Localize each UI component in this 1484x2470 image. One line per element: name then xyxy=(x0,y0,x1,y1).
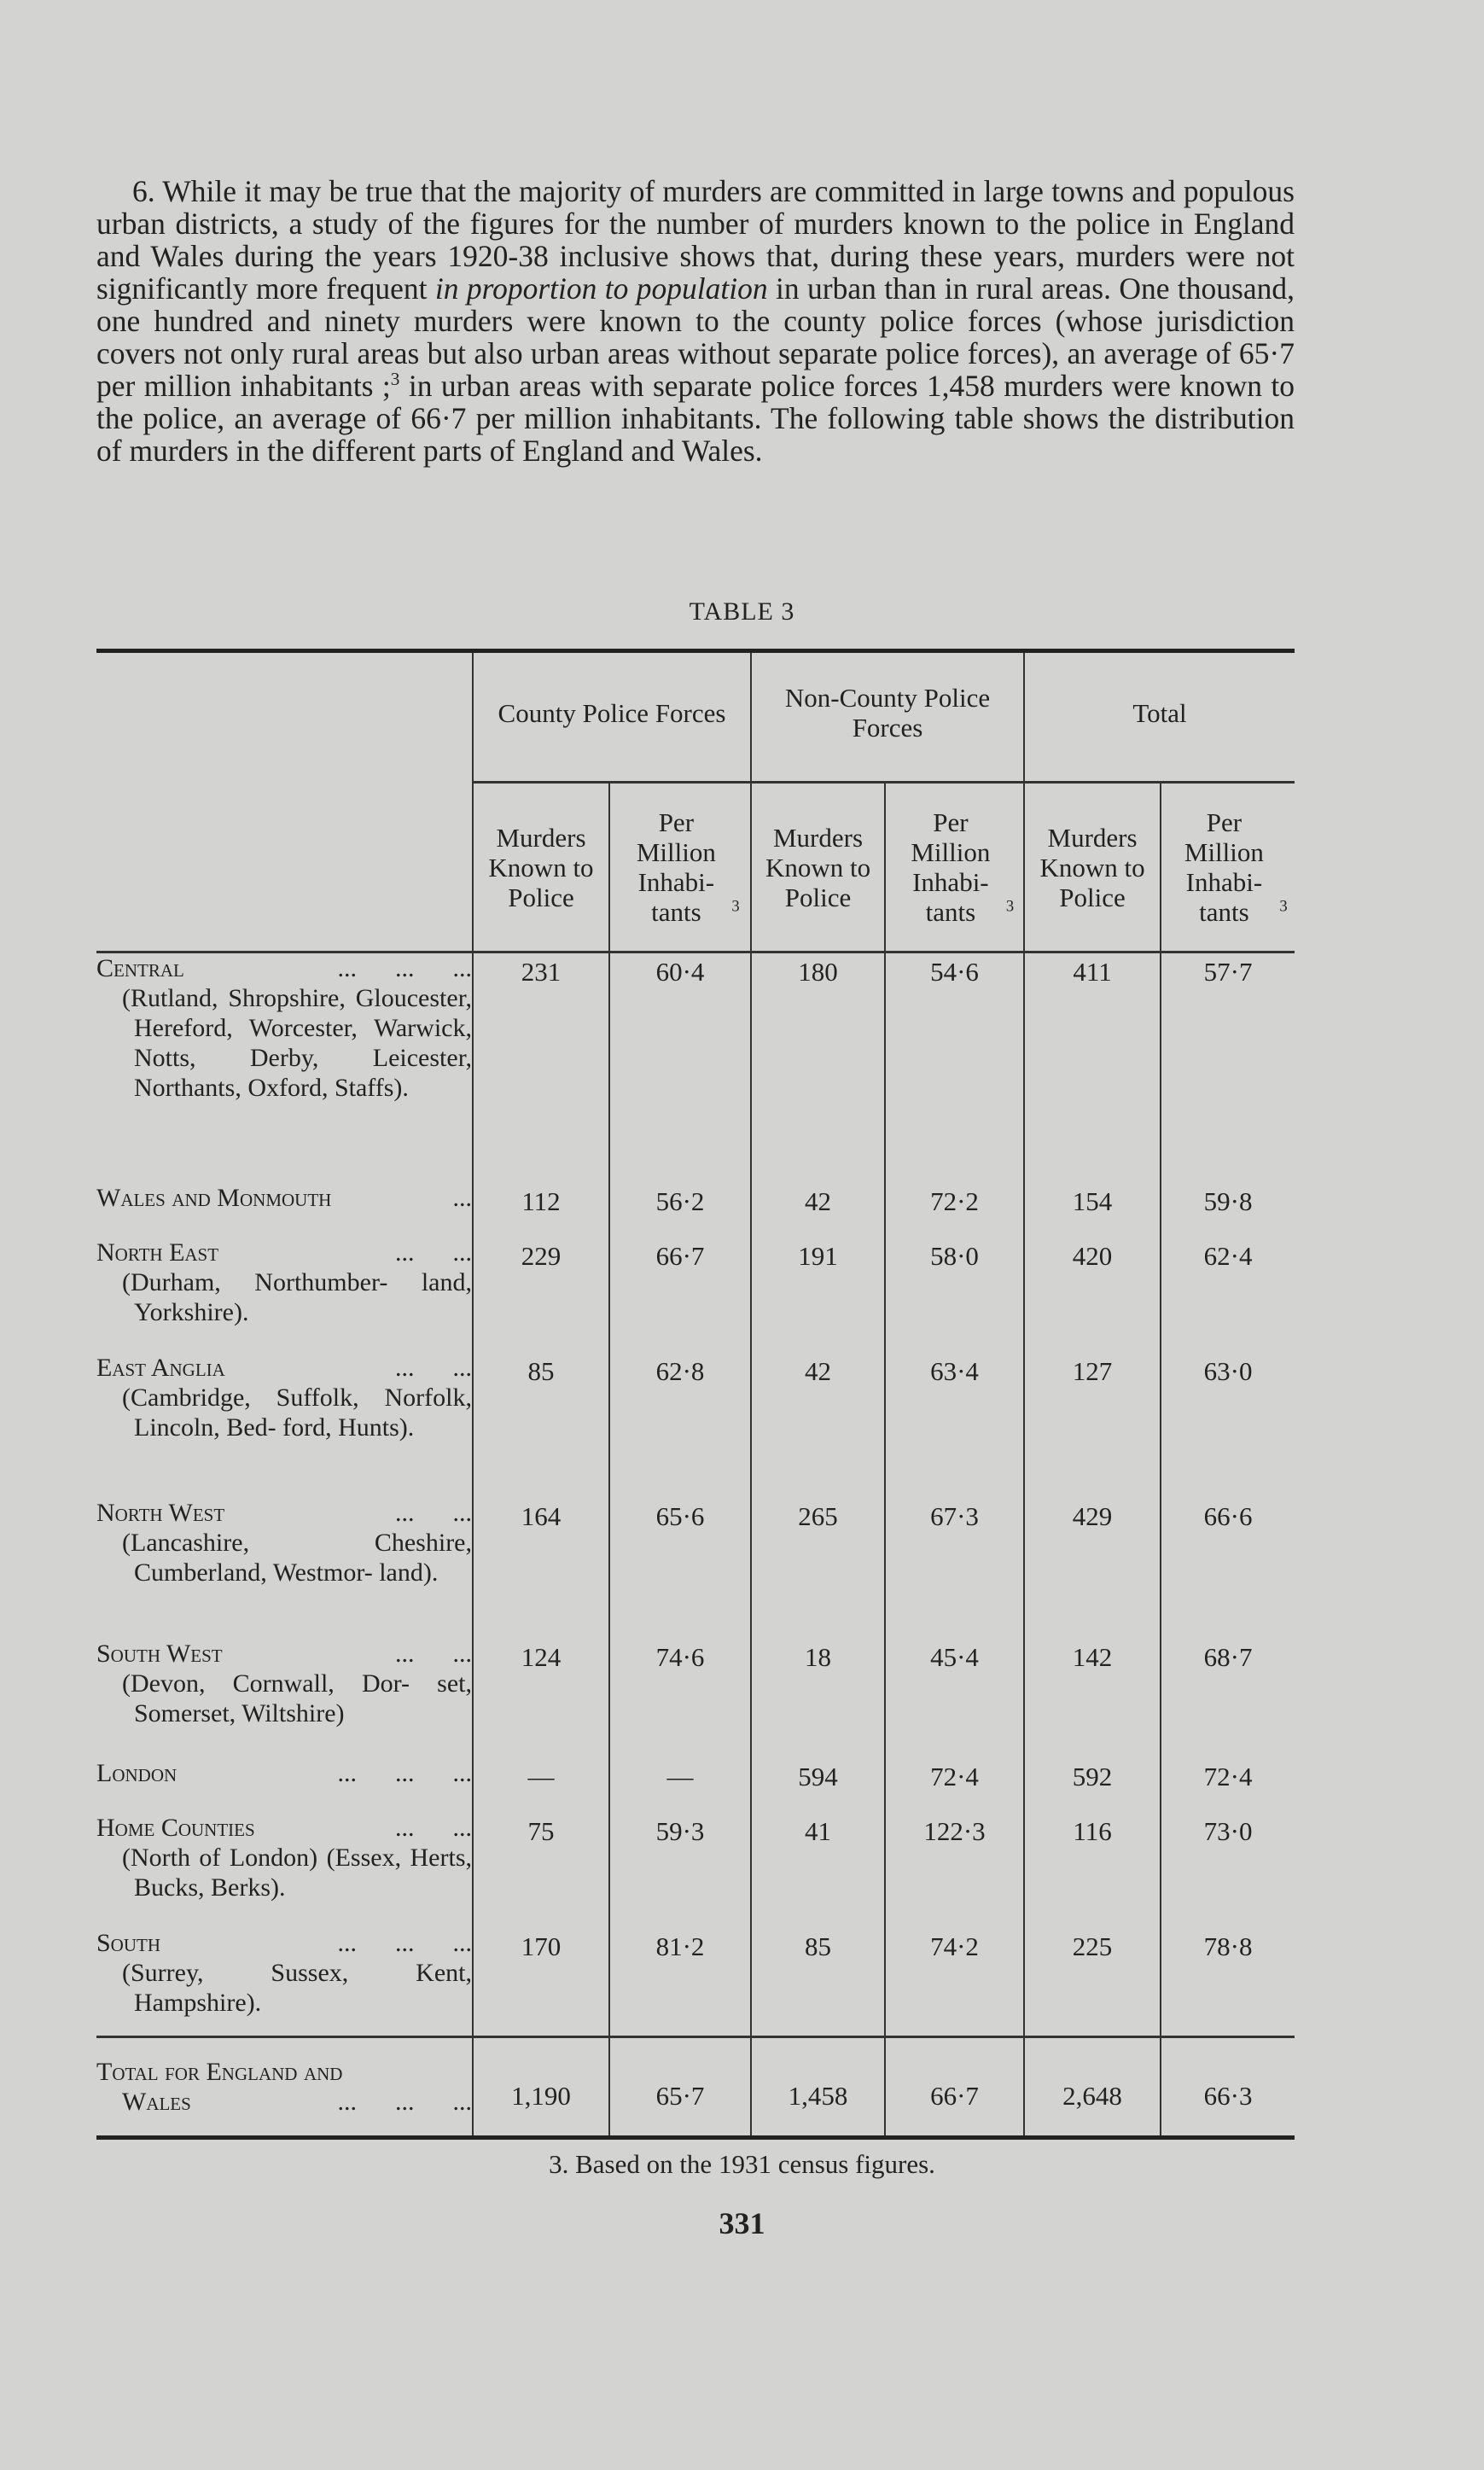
footnote-ref: 3 xyxy=(731,897,740,916)
group-header-non-county: Non-County Police Forces xyxy=(751,651,1024,783)
table-row xyxy=(96,1758,1295,1813)
table-cell: 180 xyxy=(751,952,885,1183)
region-label xyxy=(96,1813,473,1928)
region-counties: (Devon, Cornwall, Dor- set, Somerset, Wiltshire) xyxy=(122,1669,472,1727)
table-cell: 164 xyxy=(473,1498,609,1639)
subheader-label: Per Million Inhabi- tants xyxy=(911,807,991,927)
subheader-murders-known xyxy=(1024,783,1161,952)
table-row xyxy=(96,1183,1295,1238)
table-row xyxy=(96,1498,1295,1639)
leader-dots: ... ... xyxy=(395,1639,472,1668)
table-cell: 112 xyxy=(473,1183,609,1238)
total-cell: 2,648 xyxy=(1024,2037,1161,2138)
region-counties: (Durham, Northumber- land, Yorkshire). xyxy=(122,1267,472,1326)
region-label xyxy=(96,1183,473,1238)
paragraph-italic: in proportion to population xyxy=(434,271,768,306)
leader-dots: ... ... xyxy=(395,1353,472,1382)
region-label xyxy=(96,1639,473,1758)
region-name: South West xyxy=(96,1639,223,1668)
table-cell: 42 xyxy=(751,1183,885,1238)
table-cell: 45·4 xyxy=(885,1639,1024,1758)
table-cell: 42 xyxy=(751,1353,885,1498)
leader-dots: ... ... xyxy=(395,1238,472,1267)
murders-table xyxy=(96,649,1295,2140)
table-cell: 63·4 xyxy=(885,1353,1024,1498)
table-row xyxy=(96,952,1295,1183)
region-name: Central xyxy=(96,954,184,982)
subheader-murders-known xyxy=(751,783,885,952)
total-cell: 66·7 xyxy=(885,2037,1024,2138)
paragraph-text: in urban than in rural areas. One thousand, one hundred and ninety murders were known to the county police forces (whose jurisdiction covers not only rural areas but also urban areas without separate police forces), an average of 65·7 per million inhabitants ; xyxy=(96,271,1295,403)
table-cell: 72·4 xyxy=(885,1758,1024,1813)
table-cell: 65·6 xyxy=(609,1498,751,1639)
total-cell: 66·3 xyxy=(1161,2037,1295,2138)
table-cell: 592 xyxy=(1024,1758,1161,1813)
table-cell: 81·2 xyxy=(609,1928,751,2037)
leader-dots: ... ... xyxy=(395,1498,472,1527)
table-cell: 58·0 xyxy=(885,1238,1024,1353)
region-name: North East xyxy=(96,1238,219,1267)
table-cell: 231 xyxy=(473,952,609,1183)
region-name: London xyxy=(96,1758,177,1787)
subheader-label: Per Million Inhabi- tants xyxy=(636,807,716,927)
table-row xyxy=(96,1813,1295,1928)
region-counties: (Rutland, Shropshire, Gloucester, Hereford, Worcester, Warwick, Notts, Derby, Leicester, Northants, Oxford, Staffs). xyxy=(122,984,472,1102)
table-cell: 62·4 xyxy=(1161,1238,1295,1353)
stub-header xyxy=(96,651,473,783)
subheader-label: Murders Known to Police xyxy=(765,822,871,912)
paragraph-text: in urban areas with separate police forces 1,458 murders were known to the police, an average of 66·7 per million inhabitants. The following table shows the distribution of murders in the different parts of England and Wales. xyxy=(96,369,1295,468)
leader-dots: ... xyxy=(452,1183,472,1212)
table-cell: 66·6 xyxy=(1161,1498,1295,1639)
leader-dots: ... ... xyxy=(395,1813,472,1842)
table-cell: 229 xyxy=(473,1238,609,1353)
table-cell: 78·8 xyxy=(1161,1928,1295,2037)
footnote-ref: 3 xyxy=(1005,897,1015,916)
table-cell: 75 xyxy=(473,1813,609,1928)
table-cell: 594 xyxy=(751,1758,885,1813)
region-name: Wales and Monmouth xyxy=(96,1183,332,1212)
region-name: Home Counties xyxy=(96,1813,255,1842)
table-cell: 57·7 xyxy=(1161,952,1295,1183)
table-cell: 124 xyxy=(473,1639,609,1758)
table-row xyxy=(96,1353,1295,1498)
region-counties: (Surrey, Sussex, Kent, Hampshire). xyxy=(122,1958,472,2017)
region-name: South xyxy=(96,1928,161,1957)
table-cell: 41 xyxy=(751,1813,885,1928)
region-counties: (North of London) (Essex, Herts, Bucks, Berks). xyxy=(122,1843,472,1902)
leader-dots: ... ... ... xyxy=(337,1758,472,1787)
footnote-ref: 3 xyxy=(390,369,400,390)
table-cell: 122·3 xyxy=(885,1813,1024,1928)
group-header-total: Total xyxy=(1024,651,1295,783)
table-cell: 191 xyxy=(751,1238,885,1353)
table-cell: 72·4 xyxy=(1161,1758,1295,1813)
leader-dots: ... ... ... xyxy=(337,1928,472,1957)
total-label xyxy=(96,2037,473,2138)
subheader-label: Murders Known to Police xyxy=(1039,822,1145,912)
leader-dots: ... ... ... xyxy=(337,954,472,982)
table-cell: 411 xyxy=(1024,952,1161,1183)
table-cell: 127 xyxy=(1024,1353,1161,1498)
stub-subheader xyxy=(96,783,473,952)
region-name: North West xyxy=(96,1498,225,1527)
total-cell: 65·7 xyxy=(609,2037,751,2138)
table-title: TABLE 3 xyxy=(689,597,795,626)
subheader-per-million xyxy=(609,783,751,952)
subheader-per-million xyxy=(1161,783,1295,952)
leader-dots: ... ... ... xyxy=(337,2088,472,2116)
region-name: East Anglia xyxy=(96,1353,225,1382)
table-cell: 59·3 xyxy=(609,1813,751,1928)
table-cell: — xyxy=(609,1758,751,1813)
total-cell: 1,458 xyxy=(751,2037,885,2138)
table-cell: 85 xyxy=(751,1928,885,2037)
table-cell: — xyxy=(473,1758,609,1813)
footnote-ref: 3 xyxy=(1279,897,1288,916)
total-name-line2: Wales xyxy=(122,2088,191,2116)
table-cell: 420 xyxy=(1024,1238,1161,1353)
table-cell: 18 xyxy=(751,1639,885,1758)
table-cell: 56·2 xyxy=(609,1183,751,1238)
table-cell: 68·7 xyxy=(1161,1639,1295,1758)
region-label xyxy=(96,1238,473,1353)
paragraph-text: 6. While it may be true that the majority of murders are committed in large towns and populous urban districts, a study of the figures for the number of murders known to the police in England and Wales during the years 1920-38 inclusive shows that, during these years, murders were not significantly more frequent xyxy=(96,174,1295,306)
region-label xyxy=(96,1498,473,1639)
total-row xyxy=(96,2037,1295,2138)
total-name-line1: Total for England and xyxy=(96,2058,343,2086)
group-header-county: County Police Forces xyxy=(473,651,751,783)
subheader-label: Per Million Inhabi- tants xyxy=(1184,807,1264,927)
subheader-per-million xyxy=(885,783,1024,952)
subheader-label: Murders Known to Police xyxy=(488,822,594,912)
table-cell: 60·4 xyxy=(609,952,751,1183)
body-paragraph xyxy=(96,175,1295,467)
table-cell: 72·2 xyxy=(885,1183,1024,1238)
total-cell: 1,190 xyxy=(473,2037,609,2138)
table-row xyxy=(96,1238,1295,1353)
table-cell: 54·6 xyxy=(885,952,1024,1183)
table-cell: 59·8 xyxy=(1161,1183,1295,1238)
table-cell: 170 xyxy=(473,1928,609,2037)
region-label xyxy=(96,952,473,1183)
region-counties: (Cambridge, Suffolk, Norfolk, Lincoln, Bed- ford, Hunts). xyxy=(122,1383,472,1442)
table-row xyxy=(96,1639,1295,1758)
table-cell: 74·6 xyxy=(609,1639,751,1758)
page-number: 331 xyxy=(719,2206,765,2240)
table-cell: 429 xyxy=(1024,1498,1161,1639)
table-cell: 62·8 xyxy=(609,1353,751,1498)
table-cell: 116 xyxy=(1024,1813,1161,1928)
table-cell: 67·3 xyxy=(885,1498,1024,1639)
table-cell: 265 xyxy=(751,1498,885,1639)
table-cell: 73·0 xyxy=(1161,1813,1295,1928)
region-label xyxy=(96,1758,473,1813)
table-cell: 74·2 xyxy=(885,1928,1024,2037)
table-cell: 63·0 xyxy=(1161,1353,1295,1498)
table-cell: 142 xyxy=(1024,1639,1161,1758)
table-cell: 66·7 xyxy=(609,1238,751,1353)
table-cell: 154 xyxy=(1024,1183,1161,1238)
region-counties: (Lancashire, Cheshire, Cumberland, Westmor- land). xyxy=(122,1528,472,1587)
region-label xyxy=(96,1353,473,1498)
footnote: 3. Based on the 1931 census figures. xyxy=(549,2149,935,2179)
region-label xyxy=(96,1928,473,2037)
table-row xyxy=(96,1928,1295,2037)
subheader-murders-known xyxy=(473,783,609,952)
table-cell: 85 xyxy=(473,1353,609,1498)
table-cell: 225 xyxy=(1024,1928,1161,2037)
